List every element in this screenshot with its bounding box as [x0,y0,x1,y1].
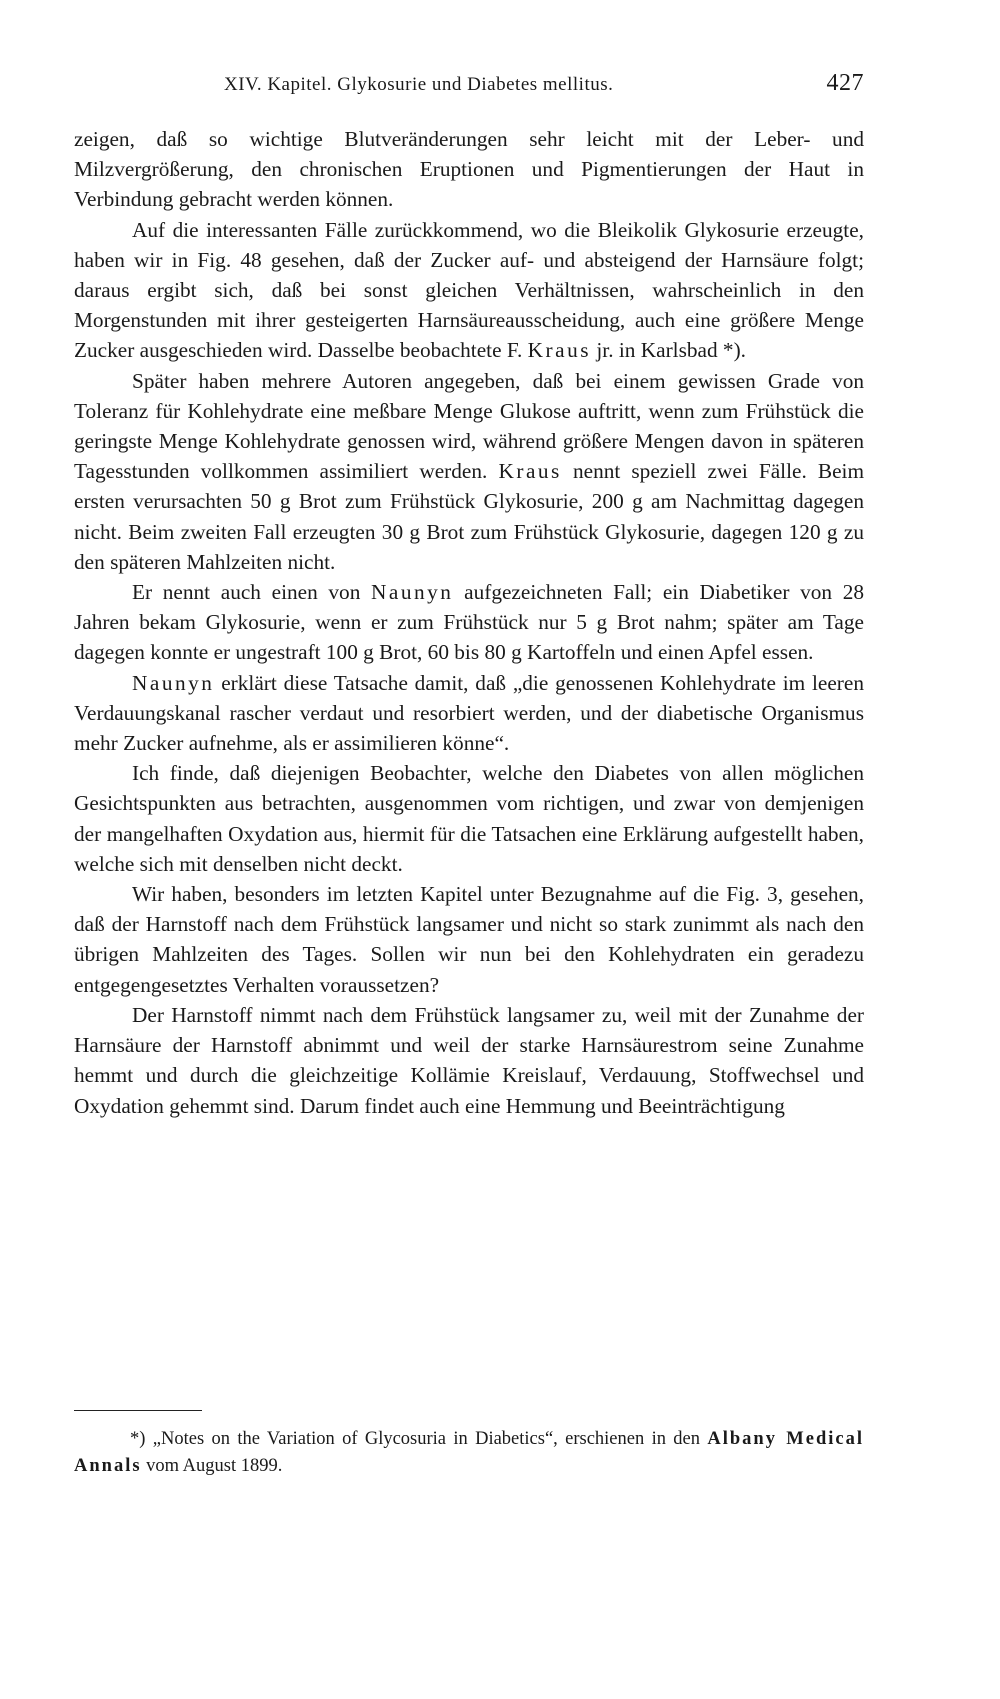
chapter-title: XIV. Kapitel. Glykosurie und Diabetes mellitus. [224,74,614,95]
footnote-marker: *) [130,1429,146,1449]
paragraph-3 [74,366,864,577]
paragraph-text: jr. in Karlsbad *). [596,338,746,363]
footnote-divider [74,1410,202,1411]
paragraph-text: erklärt diese Tatsache damit, daß „die genossenen Kohlehydrate im leeren Verdauungskanal rascher verdaut und resorbiert werden, und der diabetische Organismus mehr Zucker aufnehme, als er assimilieren könne“. [74,670,864,756]
page-number: 427 [826,70,864,96]
footnote-text: vom August 1899. [146,1456,283,1476]
paragraph-8 [74,1000,864,1121]
paragraph-text: nennt speziell zwei Fälle. Beim ersten verursachten 50 g Brot zum Frühstück Glykosurie, 200 g am Nachmittag dagegen nicht. Beim zweiten Fall erzeugten 30 g Brot zum Frühstück Glykosurie, dagegen 120 g zu den späteren Mahlzeiten nicht. [74,459,865,574]
author-name-naunyn: Naunyn [132,670,215,695]
footnote-text: „Notes on the Variation of Glycosuria in Diabetics“, erschienen in den [152,1429,701,1449]
paragraph-4 [74,577,864,668]
paragraph-7 [74,879,864,1000]
paragraph-text: Später haben mehrere Autoren angegeben, daß bei einem gewissen Grade von Toleranz für Kohlehydrate eine meßbare Menge Glukose auftritt, wenn zum Frühstück die geringste Menge Kohlehydrate genossen wird, während größere Mengen davon in späteren Tagesstunden vollkommen assimiliert werden. [74,368,864,484]
paragraph-text: Wir haben, besonders im letzten Kapitel unter Bezugnahme auf die Fig. 3, gesehen, daß der Harnstoff nach dem Frühstück langsamer und nicht so stark zunimmt als nach den übrigen Mahlzeiten des Tages. Sollen wir nun bei den Kohlehydraten ein geradezu entgegengesetztes Verhalten voraussetzen? [74,882,864,997]
journal-name: Albany Medical Annals [74,1429,864,1476]
author-name-kraus: Kraus [498,459,562,484]
paragraph-2 [74,215,864,366]
book-page [74,60,864,1121]
paragraph-6 [74,758,864,879]
footnote-body [74,1426,864,1480]
paragraph-text: aufgezeichneten Fall; ein Diabetiker von 28 Jahren bekam Glykosurie, wenn er zum Frühstück nur 5 g Brot nahm; später am Tage dagegen konnte er ungestraft 100 g Brot, 60 bis 80 g Kartoffeln und einen Apfel essen. [74,580,864,665]
paragraph-text: Ich finde, daß diejenigen Beobachter, welche den Diabetes von allen möglichen Gesichtspunkten aus betrachten, ausgenommen vom richtigen, und zwar von demjenigen der mangelhaften Oxydation aus, hiermit für die Tatsachen eine Erklärung aufgestellt haben, welche sich mit denselben nicht deckt. [74,761,864,876]
author-name-kraus: Kraus [527,338,592,363]
paragraph-1 [74,124,864,215]
running-header [74,60,864,100]
paragraph-5 [74,668,864,759]
paragraph-text: Der Harnstoff nimmt nach dem Frühstück langsamer zu, weil mit der Zunahme der Harnsäure der Harnstoff abnimmt und weil der starke Harnsäurestrom seine Zunahme hemmt und durch die gleichzeitige Kollämie Kreislauf, Verdauung, Stoffwechsel und Oxydation gehemmt sind. Darum findet auch eine Hemmung und Beeinträchtigung [74,1002,864,1118]
paragraph-text: zeigen, daß so wichtige Blutveränderungen sehr leicht mit der Leber- und Milzvergrößerung, den chronischen Eruptionen und Pigmentierungen der Haut in Verbindung gebracht werden können. [74,127,864,212]
footnote [74,1426,864,1480]
paragraph-text: Auf die interessanten Fälle zurückkommend, wo die Bleikolik Glykosurie erzeugte, haben wir in Fig. 48 gesehen, daß der Zucker auf- und absteigend der Harnsäure folgt; daraus ergibt sich, daß bei sonst gleichen Verhältnissen, wahrscheinlich in den Morgenstunden mit ihrer gesteigerten Harnsäureausscheidung, auch eine größere Menge Zucker ausgeschieden wird. Dasselbe beobachtete F. [74,217,864,363]
author-name-naunyn: Naunyn [371,580,454,605]
body-text [74,124,864,1121]
paragraph-text: Er nennt auch einen von [132,580,361,605]
